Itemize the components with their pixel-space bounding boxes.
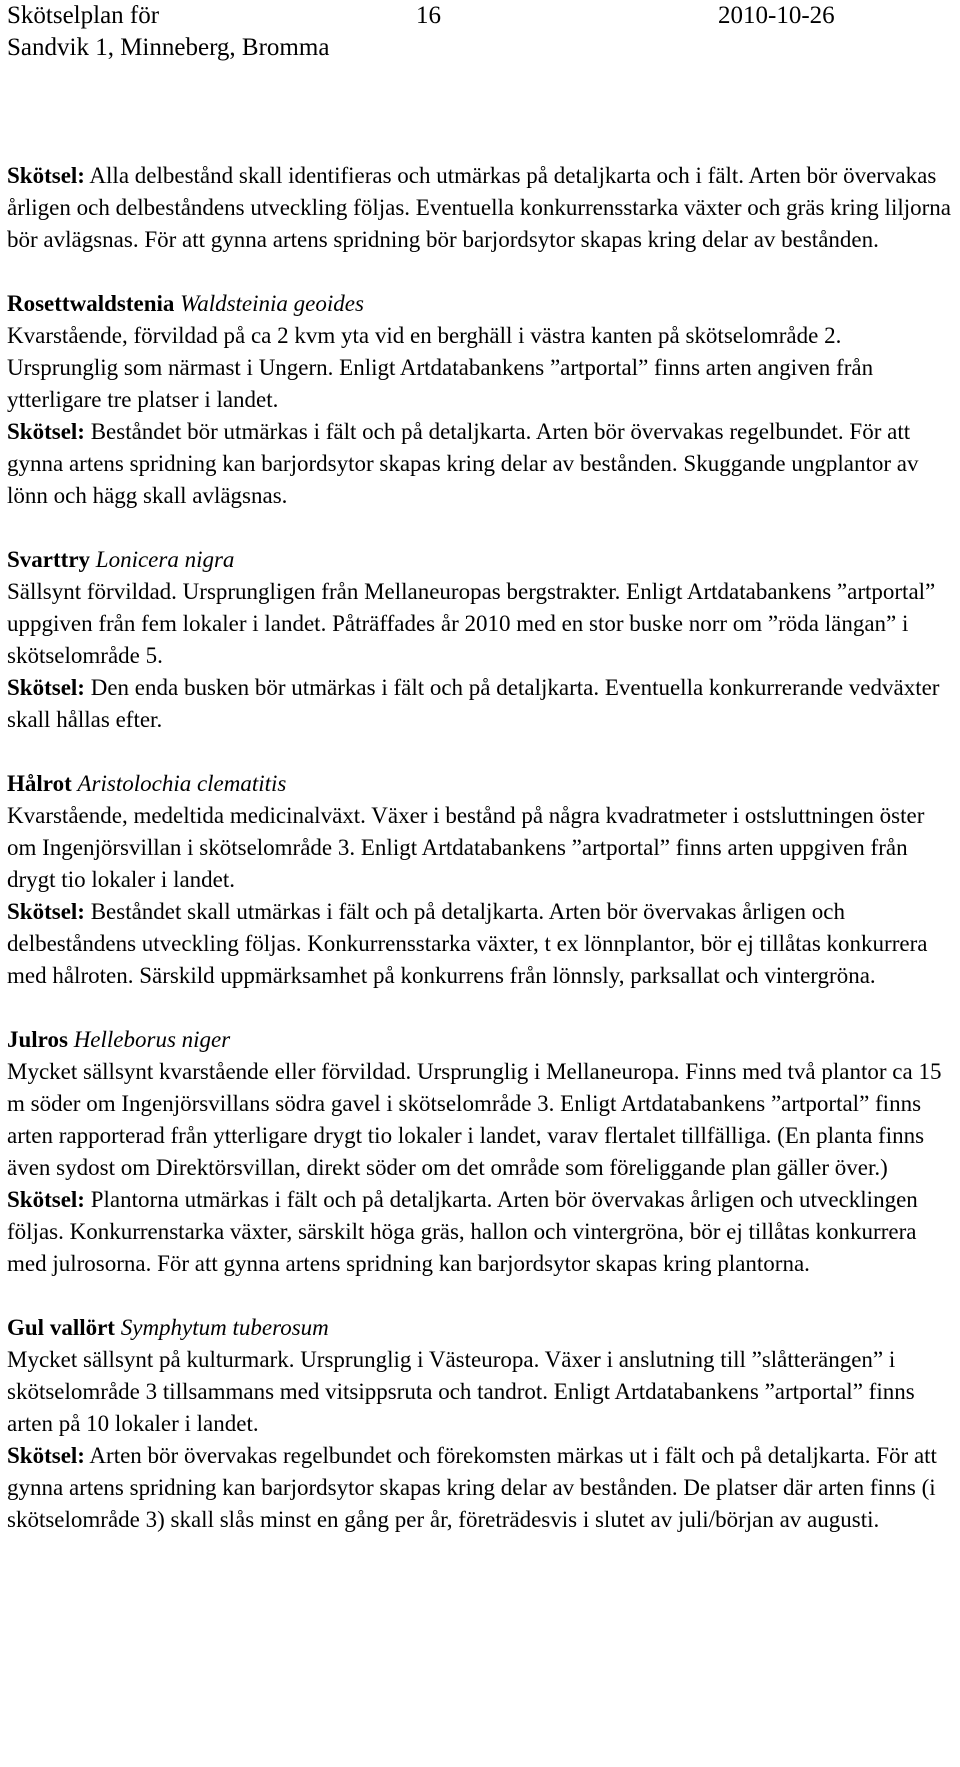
species-section-julros <box>7 1024 952 1280</box>
care-text: Beståndet bör utmärkas i fält och på detaljkarta. Arten bör övervakas regelbundet. För att gynna artens spridning kan barjordsytor skapas kring delar av bestånden. Skuggande ungplantor av lönn och hägg skall avlägsnas. <box>7 419 919 508</box>
header-date: 2010-10-26 <box>718 2 835 29</box>
species-heading <box>7 768 952 800</box>
species-section-gul-vallort <box>7 1312 952 1536</box>
care-label: Skötsel: <box>7 419 85 444</box>
header-title-line-2: Sandvik 1, Minneberg, Bromma <box>7 34 330 61</box>
page-header <box>0 0 960 80</box>
species-section-svarttry <box>7 544 952 736</box>
care-text: Plantorna utmärkas i fält och på detaljkarta. Arten bör övervakas årligen och utvecklingen följas. Konkurrenstarka växter, särskilt höga gräs, hallon och vintergröna, bör ej tillåtas konkurrera med julrosorna. För att gynna artens spridning kan barjordsytor skapas kring plantorna. <box>7 1187 918 1276</box>
species-description: Sällsynt förvildad. Ursprungligen från Mellaneuropas bergstrakter. Enligt Artdatabankens ”artportal” uppgiven från fem lokaler i landet. Påträffades år 2010 med en stor buske norr om ”röda längan” i skötselområde 5. <box>7 579 936 668</box>
species-heading <box>7 1312 952 1344</box>
species-care-paragraph <box>7 1440 952 1536</box>
care-label: Skötsel: <box>7 675 85 700</box>
species-common-name: Julros <box>7 1027 68 1052</box>
header-title-line-1: Skötselplan för <box>7 2 160 29</box>
care-label: Skötsel: <box>7 899 85 924</box>
care-text: Alla delbestånd skall identifieras och utmärkas på detaljkarta och i fält. Arten bör övervakas årligen och delbeståndens utveckling följas. Eventuella konkurrensstarka växter och gräs kring liljorna bör avlägsnas. För att gynna artens spridning bör barjordsytor skapas kring delar av bestånden. <box>7 163 951 252</box>
species-section-rosettwaldstenia <box>7 288 952 512</box>
species-latin-name: Lonicera nigra <box>95 547 235 572</box>
species-care-paragraph <box>7 416 952 512</box>
species-description: Mycket sällsynt kvarstående eller förvildad. Ursprunglig i Mellaneuropa. Finns med två plantor ca 15 m söder om Ingenjörsvillans södra gavel i skötselområde 3. Enligt Artdatabankens ”artportal” finns arten rapporterad från ytterligare drygt tio lokaler i landet, varav flertalet tillfälliga. (En planta finns även sydost om Direktörsvillan, direkt söder om det område som föreliggande plan gäller över.) <box>7 1059 942 1180</box>
species-common-name: Svarttry <box>7 547 91 572</box>
care-text: Arten bör övervakas regelbundet och förekomsten märkas ut i fält och på detaljkarta. För att gynna artens spridning kan barjordsytor skapas kring delar av bestånden. De platser där arten finns (i skötselområde 3) skall slås minst en gång per år, företrädesvis i slutet av juli/början av augusti. <box>7 1443 937 1532</box>
species-latin-name: Waldsteinia geoides <box>180 291 364 316</box>
care-text: Den enda busken bör utmärkas i fält och på detaljkarta. Eventuella konkurrerande vedväxter skall hållas efter. <box>7 675 940 732</box>
intro-care-paragraph <box>7 160 952 256</box>
species-latin-name: Helleborus niger <box>73 1027 231 1052</box>
document-body <box>7 160 952 1536</box>
species-care-paragraph <box>7 896 952 992</box>
header-document-title <box>7 0 329 64</box>
species-common-name: Hålrot <box>7 771 72 796</box>
care-label: Skötsel: <box>7 1187 85 1212</box>
species-latin-name: Symphytum tuberosum <box>120 1315 329 1340</box>
species-common-name: Rosettwaldstenia <box>7 291 175 316</box>
species-heading <box>7 288 952 320</box>
species-common-name: Gul vallört <box>7 1315 115 1340</box>
species-section-halrot <box>7 768 952 992</box>
care-label: Skötsel: <box>7 1443 85 1468</box>
page-number: 16 <box>416 2 441 29</box>
species-description: Kvarstående, förvildad på ca 2 kvm yta vid en berghäll i västra kanten på skötselområde 2. Ursprunglig som närmast i Ungern. Enligt Artdatabankens ”artportal” finns arten angiven från ytterligare tre platser i landet. <box>7 323 874 412</box>
species-care-paragraph <box>7 672 952 736</box>
species-description: Mycket sällsynt på kulturmark. Ursprunglig i Västeuropa. Växer i anslutning till ”slåtterängen” i skötselområde 3 tillsammans med vitsippsruta och tandrot. Enligt Artdatabankens ”artportal” finns arten på 10 lokaler i landet. <box>7 1347 915 1436</box>
care-label: Skötsel: <box>7 163 85 188</box>
species-latin-name: Aristolochia clematitis <box>77 771 287 796</box>
species-heading <box>7 1024 952 1056</box>
species-description: Kvarstående, medeltida medicinalväxt. Växer i bestånd på några kvadratmeter i ostsluttningen öster om Ingenjörsvillan i skötselområde 3. Enligt Artdatabankens ”artportal” finns arten uppgiven från drygt tio lokaler i landet. <box>7 803 925 892</box>
care-text: Beståndet skall utmärkas i fält och på detaljkarta. Arten bör övervakas årligen och delbeståndens utveckling följas. Konkurrensstarka växter, t ex lönnplantor, bör ej tillåtas konkurrera med hålroten. Särskild uppmärksamhet på konkurrens från lönnsly, parksallat och vintergröna. <box>7 899 928 988</box>
species-care-paragraph <box>7 1184 952 1280</box>
species-heading <box>7 544 952 576</box>
